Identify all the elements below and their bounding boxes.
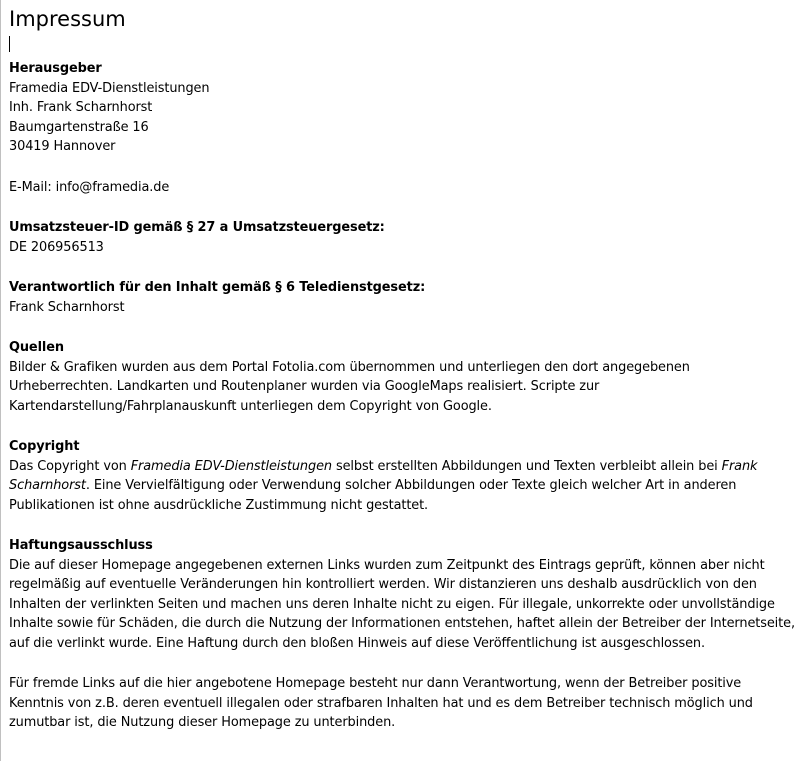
publisher-city-line: 30419 Hannover [9, 139, 116, 154]
copyright-section [9, 437, 796, 515]
page-title: Impressum [9, 7, 126, 31]
disclaimer-section [9, 536, 796, 653]
vat-section [9, 218, 796, 257]
text-caret [9, 36, 10, 52]
caret-row [9, 35, 796, 54]
sources-paragraph: Bilder & Grafiken wurden aus dem Portal Fotolia.com übernommen und unterliegen den dort angegebenen Urheberrechten. Landkarten und Routenplaner wurden via GoogleMaps realisiert. Scripte zur Kartendarstellung/Fahrplanauskunft unterliegen dem Copyright von Google. [9, 359, 690, 414]
responsible-name: Frank Scharnhorst [9, 299, 125, 315]
responsible-heading: Verantwortlich für den Inhalt gemäß § 6 Teledienstgesetz: [9, 280, 426, 295]
sources-section [9, 338, 796, 416]
disclaimer-heading: Haftungsausschluss [9, 538, 153, 553]
disclaimer-paragraph: Die auf dieser Homepage angegebenen externen Links wurden zum Zeitpunkt des Eintrags geprüft, können aber nicht regelmäßig auf eventuelle Veränderungen hin kontrolliert werden. Wir distanzieren uns deshalb ausdrücklich von den Inhalten der verlinkten Seiten und machen uns deren Inhalte nicht zu eigen. Für illegale, unkorrekte oder unvollständige Inhalte sowie für Schäden, die durch die Nutzung der Informationen entstehen, haftet allein der Betreiber der Internetseite, auf die verlinkt wurde. Eine Haftung durch den bloßen Hinweis auf diese Veröffentlichung ist ausgeschlossen. [9, 557, 795, 651]
publisher-section [9, 59, 796, 157]
sources-heading: Quellen [9, 340, 64, 355]
copyright-paragraph: Das Copyright von Framedia EDV-Dienstleistungen selbst erstellten Abbildungen und Texten verbleibt allein bei Frank Scharnhorst. Eine Vervielfältigung oder Verwendung solcher Abbildungen oder Texte gleich welcher Art in anderen Publikationen ist ohne ausdrückliche Zustimmung nicht gestattet. [9, 458, 758, 513]
vat-heading: Umsatzsteuer-ID gemäß § 27 a Umsatzsteuergesetz: [9, 220, 385, 235]
external-links-paragraph: Für fremde Links auf die hier angebotene Homepage besteht nur dann Verantwortung, wenn der Betreiber positive Kenntnis von z.B. deren eventuell illegalen oder strafbaren Inhalten hat und es dem Betreiber technisch möglich und zumutbar ist, die Nutzung dieser Homepage zu unterbinden. [9, 676, 753, 730]
copyright-heading: Copyright [9, 439, 80, 454]
responsible-section [9, 278, 796, 317]
publisher-heading: Herausgeber [9, 61, 102, 76]
vat-id-value: DE 206956513 [9, 239, 104, 255]
publisher-owner-line: Inh. Frank Scharnhorst [9, 100, 153, 115]
publisher-company-line: Framedia EDV-Dienstleistungen [9, 80, 210, 96]
email-line: E-Mail: info@framedia.de [9, 179, 170, 195]
publisher-street-line: Baumgartenstraße 16 [9, 119, 149, 135]
